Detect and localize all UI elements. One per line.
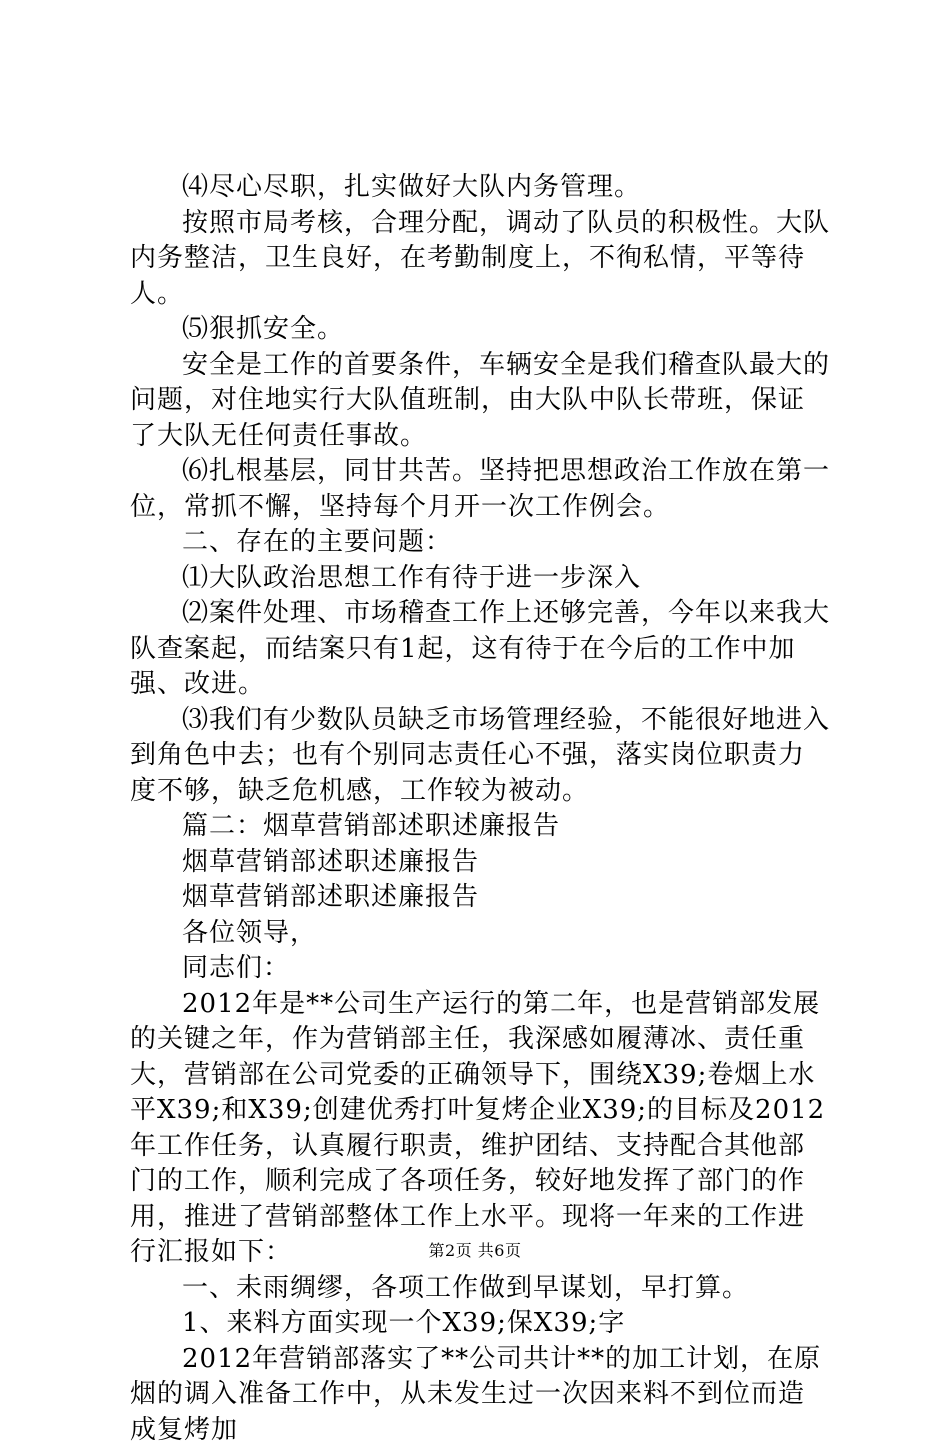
chapter-title: 篇二：烟草营销部述职述廉报告 [130, 809, 830, 845]
paragraph-task-5-body: 安全是工作的首要条件，车辆安全是我们稽查队最大的问题，对住地实行大队值班制，由大队中队长带班，保证了大队无任何责任事故。 [130, 348, 830, 455]
paragraph-problem-2: ⑵案件处理、市场稽查工作上还够完善，今年以来我大队查案起，而结案只有1起，这有待于在今后的工作中加强、改进。 [130, 596, 830, 703]
report-title-repeat: 烟草营销部述职述廉报告 [130, 880, 830, 916]
salutation-leaders: 各位领导， [130, 916, 830, 952]
paragraph-problem-1: ⑴大队政治思想工作有待于进一步深入 [130, 561, 830, 597]
paragraph-problem-3: ⑶我们有少数队员缺乏市场管理经验，不能很好地进入到角色中去；也有个别同志责任心不强，落实岗位职责力度不够，缺乏危机感，工作较为被动。 [130, 703, 830, 810]
report-title: 烟草营销部述职述廉报告 [130, 845, 830, 881]
section-heading-problems: 二、存在的主要问题： [130, 525, 830, 561]
salutation-comrades: 同志们： [130, 951, 830, 987]
paragraph-task-4-heading: ⑷尽心尽职，扎实做好大队内务管理。 [130, 170, 830, 206]
paragraph-task-6: ⑹扎根基层，同甘共苦。坚持把思想政治工作放在第一位，常抓不懈，坚持每个月开一次工作例会。 [130, 454, 830, 525]
paragraph-task-5-heading: ⑸狠抓安全。 [130, 312, 830, 348]
paragraph-materials: 2012年营销部落实了**公司共计**的加工计划，在原烟的调入准备工作中，从未发生过一次因来料不到位而造成复烤加 [130, 1342, 830, 1448]
subheading-materials: 1、来料方面实现一个X39;保X39;字 [130, 1306, 830, 1342]
section-heading-planning: 一、未雨绸缪，各项工作做到早谋划，早打算。 [130, 1271, 830, 1307]
page-number-footer: 第2页 共6页 [0, 1241, 950, 1261]
paragraph-intro: 2012年是**公司生产运行的第二年，也是营销部发展的关键之年，作为营销部主任，我深感如履薄冰、责任重大，营销部在公司党委的正确领导下，围绕X39;卷烟上水平X39;和X39;创建优秀打叶复烤企业X39;的目标及2012年工作任务，认真履行职责，维护团结、支持配合其他部门的工作，顺利完成了各项任务，较好地发挥了部门的作用，推进了营销部整体工作上水平。现将一年来的工作进行汇报如下： [130, 987, 830, 1271]
paragraph-task-4-body: 按照市局考核，合理分配，调动了队员的积极性。大队内务整洁，卫生良好，在考勤制度上，不徇私情，平等待人。 [130, 206, 830, 313]
